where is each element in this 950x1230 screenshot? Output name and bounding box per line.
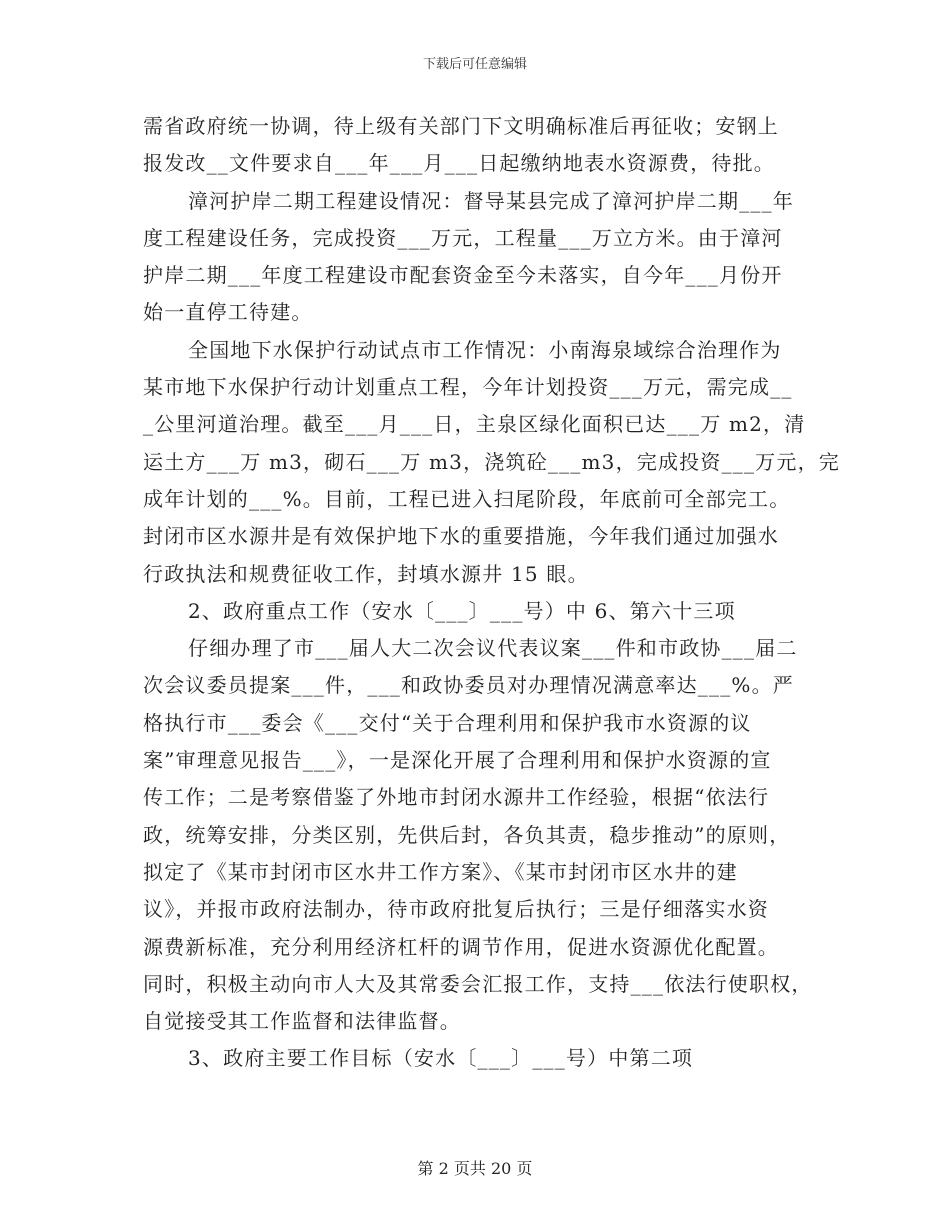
text-line: 报发改__文件要求自___年___月___日起缴纳地表水资源费，待批。 [143,151,775,176]
text-line: 次会议委员提案___件，___和政协委员对办理情况满意率达___%。严 [143,673,795,698]
text-line: 2、政府重点工作（安水〔___〕___号）中 6、第六十三项 [188,598,736,623]
text-line: 全国地下水保护行动试点市工作情况：小南海泉域综合治理作为 [188,337,782,362]
text-line: 某市地下水保护行动计划重点工程，今年计划投资___万元，需完成__ [143,375,793,400]
text-line: 自觉接受其工作监督和法律监督。 [143,1009,461,1034]
text-line: 源费新标准，充分利用经济杠杆的调节作用，促进水资源优化配置。 [143,934,779,959]
text-line: 仔细办理了市___届人大二次会议代表议案___件和市政协___届二 [188,636,798,661]
text-line: 度工程建设任务，完成投资___万元，工程量___万立方米。由于漳河 [143,225,783,250]
text-line: 护岸二期___年度工程建设市配套资金至今未落实，自今年___月份开 [143,263,783,288]
text-line: 议》，并报市政府法制办，待市政府批复后执行；三是仔细落实水资 [143,897,769,922]
text-line: 同时，积极主动向市人大及其常委会汇报工作，支持___依法行使职权， [143,971,813,996]
text-line: 封闭市区水源井是有效保护地下水的重要措施，今年我们通过加强水 [143,524,779,549]
text-line: 始一直停工待建。 [143,300,313,325]
text-line: 传工作；二是考察借鉴了外地市封闭水源井工作经验，根据“依法行 [143,785,770,810]
text-line: 行政执法和规费征收工作，封填水源井 15 眼。 [143,561,589,586]
text-line: _公里河道治理。截至___月___日，主泉区绿化面积已达___万 m2，清 [143,412,806,437]
text-line: 漳河护岸二期工程建设情况：督导某县完成了漳河护岸二期___年 [188,188,794,213]
text-line: 3、政府主要工作目标（安水〔___〕___号）中第二项 [188,1046,694,1071]
document-body [143,108,840,1078]
page-header: 下载后可任意编辑 [422,57,527,72]
text-line: 运土方___万 m3，砌石___万 m3，浇筑砼___m3，完成投资___万元，完 [143,449,840,474]
text-line: 需省政府统一协调，待上级有关部门下文明确标准后再征收；安钢上 [143,114,779,138]
text-line: 成年计划的___%。目前，工程已进入扫尾阶段，年底前可全部完工。 [143,486,791,511]
page-number-footer: 第 2 页共 20 页 [417,1159,533,1178]
text-line: 政，统筹安排，分类区别，先供后封，各负其责，稳步推动”的原则， [143,822,791,847]
text-line: 拟定了《某市封闭市区水井工作方案》、《某市封闭市区水井的建 [143,859,738,884]
text-line: 案”审理意见报告___》，一是深化开展了合理利用和保护水资源的宣 [143,748,772,773]
text-line: 格执行市___委会《___交付“关于合理利用和保护我市水资源的议 [143,710,752,735]
